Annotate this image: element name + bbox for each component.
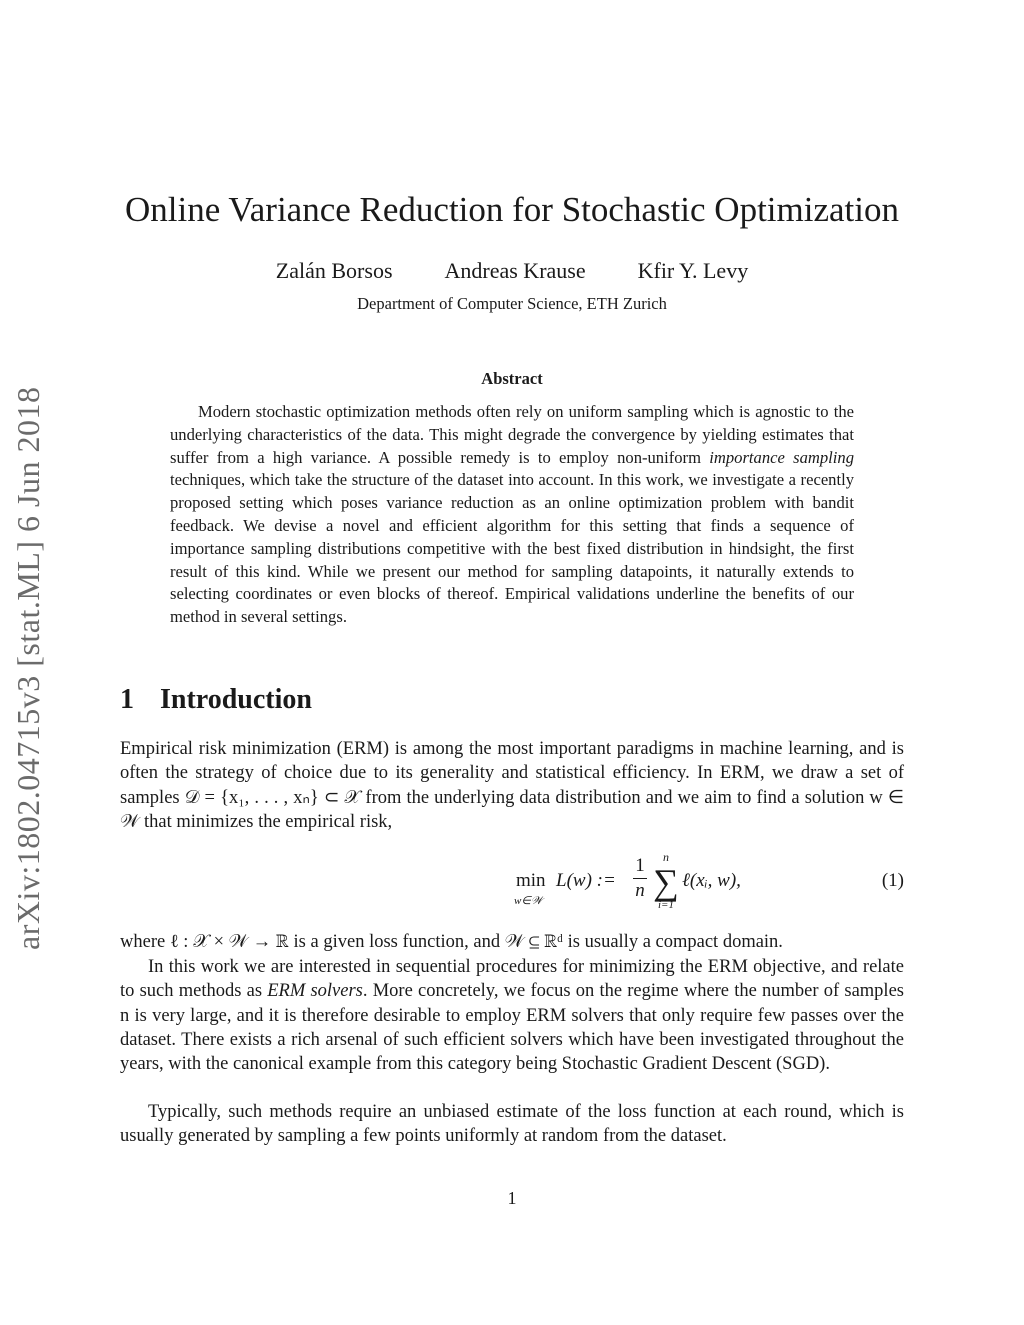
- sum-symbol: ∑: [653, 862, 679, 902]
- abstract-heading: Abstract: [481, 369, 543, 388]
- abstract-text: [170, 401, 854, 629]
- equation-number: (1): [881, 870, 904, 891]
- abstract-text-part: Modern stochastic optimization methods often rely on uniform sampling which is agnostic to the underlying characteristics of the data. This might degrade the convergence by yielding estimates that suffer from a high variance. A possible remedy is to employ non-uniform: [170, 402, 854, 467]
- equation-term: [682, 870, 741, 892]
- author: Andreas Krause: [444, 258, 586, 283]
- sum-lower-limit: i=1: [658, 899, 674, 911]
- affiliation: Department of Computer Science, ETH Zurich: [357, 294, 667, 313]
- section-title: Introduction: [160, 684, 312, 715]
- fraction-bar: [633, 878, 647, 879]
- equation-fraction: [633, 855, 647, 902]
- intro-paragraph: Typically, such methods require an unbiased estimate of the loss function at each round, which is usually generated by sampling a few points uniformly at random from the dataset.: [120, 1102, 904, 1147]
- paragraph-emphasis: ERM solvers: [267, 981, 363, 1002]
- author-list: [0, 258, 1024, 284]
- paper-title: Online Variance Reduction for Stochastic Optimization: [124, 190, 900, 229]
- equation-min-subscript: w∈𝒲: [514, 895, 543, 907]
- paragraph-text-part: . More concretely, we focus on the regime where the number of samples n is very large, and it is therefore desirable to employ ERM solvers that only require few passes over the dataset. There exists a rich arsenal of such efficient solvers which have been investigated throughout the years, with the canonical example from this category being Stochastic Gradient Descent (SGD).: [120, 981, 904, 1075]
- equation-summation: [651, 850, 681, 911]
- author: Zalán Borsos: [275, 258, 393, 283]
- intro-paragraph: Empirical risk minimization (ERM) is among the most important paradigms in machine learning, and is often the strategy of choice due to its generality and statistical efficiency. In ERM, we draw a set of samples 𝒟 = {x₁, . . . , xₙ} ⊂ 𝒳 from the underlying data distribution and we aim to find a solution w ∈ 𝒲 that minimizes the empirical risk,: [120, 739, 904, 832]
- abstract-text-part: techniques, which take the structure of the dataset into account. In this work, we investigate a recently proposed setting which poses variance reduction as an online optimization problem with bandit feedback. We devise a novel and efficient algorithm for this setting that finds a sequence of importance sampling distributions competitive with the best fixed distribution in hindsight, the first result of this kind. While we present our method for sampling datapoints, it naturally extends to selecting coordinates or even blocks of thereof. Empirical validations underline the benefits of our method in several settings.: [170, 470, 854, 627]
- fraction-numerator: 1: [635, 855, 645, 876]
- abstract-emphasis: importance sampling: [709, 447, 854, 467]
- section-number: 1: [120, 684, 134, 715]
- section-heading: [120, 684, 312, 716]
- equation-min: min: [516, 870, 546, 891]
- fraction-denominator: n: [635, 880, 645, 901]
- intro-paragraph: where ℓ : 𝒳 × 𝒲 → ℝ is a given loss function, and 𝒲 ⊆ ℝᵈ is usually a compact domain.: [120, 932, 783, 952]
- equation-term-text: ℓ(xᵢ, w),: [682, 870, 741, 891]
- sum-upper-limit: n: [663, 850, 669, 864]
- arxiv-identifier-stamp: arXiv:1802.04715v3 [stat.ML] 6 Jun 2018: [10, 386, 46, 950]
- author: Kfir Y. Levy: [637, 258, 749, 283]
- equation-1: [120, 852, 904, 914]
- equation-lhs: [556, 870, 616, 892]
- equation-lhs-text: L(w) :=: [556, 870, 616, 891]
- paragraph-text-part: In this work we are interested in sequential procedures for minimizing the ERM objective, and relate to such methods as: [120, 957, 904, 1002]
- intro-paragraph: [120, 955, 904, 1076]
- page-number: 1: [507, 1188, 517, 1208]
